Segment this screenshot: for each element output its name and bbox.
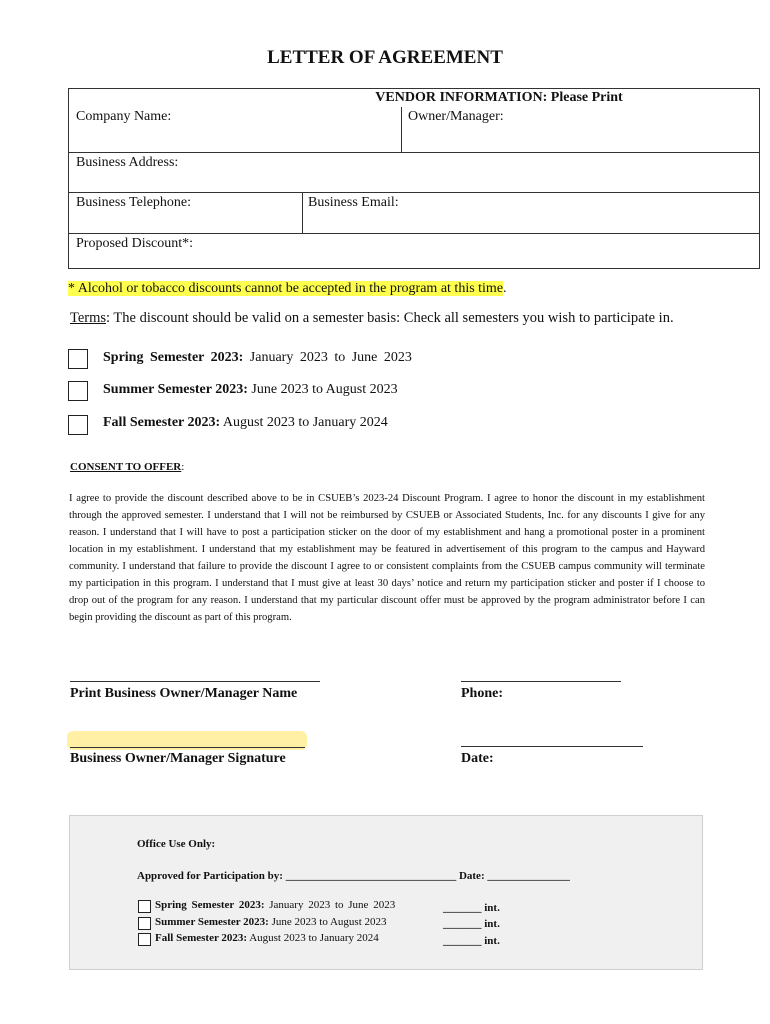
office-use-box [69, 815, 703, 970]
approved-by-line[interactable]: Approved for Participation by: _______________________________ Date: _______________ [137, 870, 570, 882]
office-fall-checkbox[interactable] [138, 933, 151, 946]
office-spring-initials[interactable]: _______ int. [443, 902, 500, 914]
business-telephone-field[interactable]: Business Telephone: [76, 195, 192, 210]
office-spring-checkbox[interactable] [138, 900, 151, 913]
office-summer-option [155, 916, 387, 928]
terms-text [70, 310, 674, 327]
office-use-heading: Office Use Only: [137, 838, 216, 850]
office-summer-checkbox[interactable] [138, 917, 151, 930]
business-email-field[interactable]: Business Email: [308, 195, 399, 210]
consent-heading-colon: : [181, 461, 185, 473]
owner-manager-field[interactable]: Owner/Manager: [408, 109, 504, 124]
fall-semester-name: Fall Semester 2023: [103, 415, 221, 430]
fall-semester-dates: August 2023 to January 2024 [220, 415, 388, 430]
office-spring-dates: January 2023 to June 2023 [264, 899, 396, 911]
phone-label: Phone: [461, 686, 503, 701]
document-title: LETTER OF AGREEMENT [267, 47, 503, 68]
terms-label: Terms [70, 310, 107, 326]
vendor-information-table [68, 88, 760, 269]
office-spring-name: Spring Semester 2023: [155, 899, 265, 911]
consent-paragraph: I agree to provide the discount described above to be in CSUEB’s 2023-24 Discount Program. I agree to honor the discount in my establishment through the approved semester. I understand that I will not be reimbursed by CSUEB or Associated Students, Inc. for any discounts I give for any reason. I understand that I will have to post a participation sticker on the door of my establishment and hang a promotional poster in a prominent location in my establishment. I understand that my establishment may be featured in advertisement of this program to the campus and Hayward community. I understand that failure to provide the discount I agree to or consistent complaints from the CSUEB campus community will terminate my participation in this program. I understand that I must give at least 30 days’ notice and return my participation sticker and poster if I choose to drop out of the program for any reason. I understand that my particular discount offer must be approved by the program administrator before I can begin providing the discount as part of this program. [69, 493, 705, 623]
company-name-field[interactable]: Company Name: [76, 109, 172, 124]
note-period: . [503, 281, 507, 296]
spring-semester-option [103, 350, 412, 366]
fall-semester-checkbox[interactable] [68, 415, 88, 435]
business-address-field[interactable]: Business Address: [76, 155, 179, 170]
fall-semester-option [103, 415, 388, 431]
office-fall-dates: August 2023 to January 2024 [247, 932, 379, 944]
office-fall-name: Fall Semester 2023: [155, 932, 248, 944]
spring-semester-dates: January 2023 to June 2023 [243, 350, 412, 365]
vendor-information-heading: VENDOR INFORMATION: Please Print [375, 90, 623, 105]
terms-body: : The discount should be valid on a semester basis: Check all semesters you wish to participate in. [106, 310, 674, 326]
note-highlight: * Alcohol or tobacco discounts cannot be accepted in the program at this time [68, 281, 504, 296]
consent-heading-text: CONSENT TO OFFER [70, 461, 182, 473]
office-summer-dates: June 2023 to August 2023 [268, 916, 387, 928]
summer-semester-name: Summer Semester 2023: [103, 382, 248, 397]
date-label: Date: [461, 751, 494, 766]
alcohol-tobacco-note [68, 281, 507, 297]
consent-heading [70, 461, 184, 473]
office-spring-option [155, 899, 395, 911]
print-name-label: Print Business Owner/Manager Name [70, 686, 298, 701]
summer-semester-option [103, 382, 398, 398]
office-fall-option [155, 932, 379, 944]
office-summer-initials[interactable]: _______ int. [443, 918, 500, 930]
summer-semester-dates: June 2023 to August 2023 [247, 382, 398, 397]
signature-label: Business Owner/Manager Signature [70, 751, 286, 766]
date-line[interactable] [461, 746, 643, 747]
print-name-line[interactable] [70, 681, 320, 682]
proposed-discount-field[interactable]: Proposed Discount*: [76, 236, 194, 251]
phone-line[interactable] [461, 681, 621, 682]
office-fall-initials[interactable]: _______ int. [443, 935, 500, 947]
signature-line [70, 747, 305, 748]
spring-semester-checkbox[interactable] [68, 349, 88, 369]
spring-semester-name: Spring Semester 2023: [103, 350, 244, 365]
summer-semester-checkbox[interactable] [68, 381, 88, 401]
office-summer-name: Summer Semester 2023: [155, 916, 269, 928]
